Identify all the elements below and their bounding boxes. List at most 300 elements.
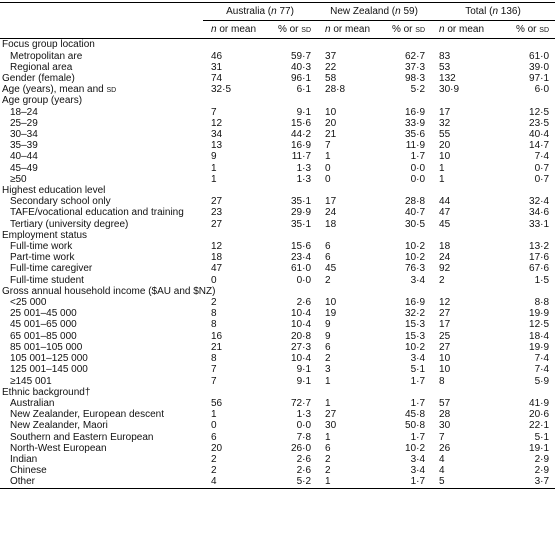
cell-n-or-mean: 25: [439, 330, 451, 342]
table-section-row: [0, 84, 555, 95]
cell-n-or-mean: 7: [211, 106, 217, 118]
cell-pct-or-sd: 7·8: [296, 431, 312, 443]
row-label: TAFE/vocational education and training: [10, 207, 184, 219]
table-row: [0, 140, 555, 151]
cell-pct-or-sd: 20·6: [529, 409, 550, 421]
cell-n-or-mean: 7: [325, 140, 331, 152]
cell-pct-or-sd: [485, 286, 555, 297]
cell-pct-or-sd: 5·9: [534, 375, 550, 387]
cell-pct-or-sd: 10·2: [405, 241, 426, 253]
cell-n-or-mean: 27: [439, 308, 451, 320]
cell-pct-or-sd: 16·9: [405, 106, 426, 118]
row-label: Full-time caregiver: [10, 263, 93, 275]
cell-pct-or-sd: 1·7: [410, 151, 426, 163]
cell-n-or-mean: 1: [325, 151, 331, 163]
group-n-value: 136: [500, 6, 518, 17]
cell-pct-or-sd: 22·1: [529, 420, 550, 432]
cell-pct-or-sd: 16·9: [405, 297, 426, 309]
cell-pct-or-sd: 26·0: [291, 442, 312, 454]
subheader-n-or-mean: n or mean: [203, 21, 257, 39]
cell-n-or-mean: 47: [211, 263, 223, 275]
cell-pct-or-sd: 40·3: [291, 61, 312, 73]
section-label: Gross annual household income ($AU and $NZ): [2, 285, 216, 297]
cell-n-or-mean: 10: [439, 353, 451, 365]
cell-pct-or-sd: 3·4: [410, 453, 426, 465]
cell-pct-or-sd: 10·2: [405, 252, 426, 264]
cell-pct-or-sd: 1·3: [296, 409, 312, 421]
subheader-n-or-mean: n or mean: [317, 21, 371, 39]
cell-pct-or-sd: 76·3: [405, 263, 426, 275]
cell-pct-or-sd: [371, 95, 431, 106]
cell-pct-or-sd: 1·7: [371, 476, 431, 488]
cell-n-or-mean: 2: [211, 453, 217, 465]
table-row: [0, 163, 555, 174]
cell-n-or-mean: [203, 387, 257, 398]
cell-pct-or-sd: 40·4: [529, 129, 550, 141]
subheader-pct-or-sd: % or sd: [257, 21, 317, 39]
cell-pct-or-sd: 15·3: [405, 319, 426, 331]
cell-n-or-mean: 8: [211, 319, 217, 331]
cell-n-or-mean: 28: [439, 409, 451, 421]
cell-pct-or-sd: 0·7: [534, 162, 550, 174]
cell-pct-or-sd: 3·4: [410, 465, 426, 477]
table-row: [0, 342, 555, 353]
table-row: [0, 118, 555, 129]
table-row: [0, 476, 555, 488]
cell-n-or-mean: 2: [211, 465, 217, 477]
table-row: [0, 62, 555, 73]
cell-n-or-mean: 21: [325, 129, 337, 141]
cell-n-or-mean: 6: [325, 442, 331, 454]
row-label: Regional area: [10, 61, 73, 73]
cell-pct-or-sd: 35·6: [405, 129, 426, 141]
row-label: 35–39: [10, 140, 38, 152]
cell-pct-or-sd: 1·3: [296, 162, 312, 174]
header-group-total: Total (n 136): [431, 3, 555, 21]
cell-n-or-mean: 12: [439, 297, 451, 309]
cell-n-or-mean: 30: [325, 420, 337, 432]
cell-pct-or-sd: 9·1: [296, 106, 312, 118]
table-section-row: [0, 39, 555, 51]
cell-pct-or-sd: 32·2: [405, 308, 426, 320]
cell-n-or-mean: 27: [211, 218, 223, 230]
table-section-row: [0, 185, 555, 196]
cell-pct-or-sd: [485, 387, 555, 398]
cell-n-or-mean: [317, 185, 371, 196]
row-label: New Zealander, European descent: [10, 409, 164, 421]
header-row-subcolumns: [0, 21, 555, 39]
cell-pct-or-sd: [257, 230, 317, 241]
header-group-new-zealand: New Zealand (n 59): [317, 3, 431, 21]
cell-pct-or-sd: 23·4: [291, 252, 312, 264]
row-label: Other: [0, 476, 203, 488]
cell-pct-or-sd: 3·4: [410, 274, 426, 286]
cell-pct-or-sd: 61·0: [529, 50, 550, 62]
cell-pct-or-sd: 9·1: [296, 364, 312, 376]
cell-pct-or-sd: 10·4: [291, 308, 312, 320]
cell-n-or-mean: 19: [325, 308, 337, 320]
cell-n-or-mean: 2: [325, 274, 331, 286]
cell-pct-or-sd: 39·0: [529, 61, 550, 73]
cell-n-or-mean: 45: [325, 263, 337, 275]
cell-n-or-mean: 18: [325, 218, 337, 230]
cell-n-or-mean: 1: [211, 173, 217, 185]
cell-pct-or-sd: 28·8: [405, 196, 426, 208]
cell-n-or-mean: 27: [211, 196, 223, 208]
cell-n-or-mean: [431, 387, 485, 398]
cell-n-or-mean: 32: [439, 117, 451, 129]
cell-n-or-mean: [431, 39, 485, 51]
cell-n-or-mean: 12: [211, 241, 223, 253]
cell-pct-or-sd: 9·1: [296, 375, 312, 387]
cell-pct-or-sd: 32·4: [529, 196, 550, 208]
cell-n-or-mean: 0: [325, 173, 331, 185]
table-row: [0, 454, 555, 465]
table-row: [0, 319, 555, 330]
table-row: [0, 308, 555, 319]
cell-n-or-mean: 8: [211, 353, 217, 365]
cell-n-or-mean: 7: [211, 364, 217, 376]
cell-n-or-mean: 56: [211, 397, 223, 409]
cell-pct-or-sd: 41·9: [529, 397, 550, 409]
cell-pct-or-sd: 0·0: [296, 420, 312, 432]
section-label: Gender (female): [2, 73, 75, 85]
cell-pct-or-sd: [257, 95, 317, 106]
row-label: 105 001–125 000: [10, 353, 88, 365]
cell-pct-or-sd: 35·1: [291, 218, 312, 230]
row-label: Part-time work: [10, 252, 75, 264]
row-label: New Zealander, Maori: [10, 420, 108, 432]
cell-n-or-mean: [317, 230, 371, 241]
row-label: Southern and Eastern European: [10, 431, 154, 443]
cell-pct-or-sd: 6·1: [296, 84, 312, 96]
cell-pct-or-sd: 19·9: [529, 341, 550, 353]
cell-pct-or-sd: 67·6: [529, 263, 550, 275]
cell-n-or-mean: 46: [211, 50, 223, 62]
cell-n-or-mean: 74: [211, 73, 223, 85]
row-label: <25 000: [10, 297, 47, 309]
row-label: 45–49: [10, 162, 38, 174]
demographics-table: [0, 2, 555, 489]
table-row: [0, 196, 555, 207]
header-row-groups: [0, 3, 555, 21]
cell-n-or-mean: 53: [439, 61, 451, 73]
table-row: [0, 219, 555, 230]
cell-n-or-mean: 92: [439, 263, 451, 275]
table-row: [0, 129, 555, 140]
cell-pct-or-sd: 5·2: [257, 476, 317, 488]
cell-n-or-mean: 24: [439, 252, 451, 264]
cell-n-or-mean: [431, 185, 485, 196]
cell-n-or-mean: 30·9: [439, 84, 460, 96]
cell-pct-or-sd: 2·9: [534, 465, 550, 477]
cell-n-or-mean: 10: [439, 364, 451, 376]
cell-n-or-mean: 7: [439, 431, 445, 443]
row-label: Secondary school only: [10, 196, 111, 208]
cell-pct-or-sd: 3·7: [485, 476, 555, 488]
cell-pct-or-sd: 0·7: [534, 173, 550, 185]
cell-pct-or-sd: 98·3: [405, 73, 426, 85]
section-label: Ethnic background†: [2, 386, 91, 398]
cell-n-or-mean: 55: [439, 129, 451, 141]
cell-n-or-mean: 13: [211, 140, 223, 152]
cell-pct-or-sd: [371, 230, 431, 241]
cell-n-or-mean: [203, 230, 257, 241]
row-label: 85 001–105 000: [10, 341, 83, 353]
cell-pct-or-sd: 7·4: [534, 353, 550, 365]
table-row: [0, 465, 555, 476]
cell-pct-or-sd: 7·4: [534, 364, 550, 376]
cell-n-or-mean: 21: [211, 341, 223, 353]
cell-pct-or-sd: 10·4: [291, 353, 312, 365]
cell-n-or-mean: 22: [325, 61, 337, 73]
subheader-pct-or-sd: % or sd: [371, 21, 431, 39]
cell-pct-or-sd: [371, 286, 431, 297]
cell-n-or-mean: 2: [325, 465, 331, 477]
cell-pct-or-sd: 20·8: [291, 330, 312, 342]
row-label: 125 001–145 000: [10, 364, 88, 376]
cell-pct-or-sd: 2·9: [534, 453, 550, 465]
row-label: Australian: [10, 397, 55, 409]
cell-n-or-mean: 4: [439, 465, 445, 477]
cell-n-or-mean: 57: [439, 397, 451, 409]
cell-n-or-mean: 34: [211, 129, 223, 141]
cell-pct-or-sd: 27·3: [291, 341, 312, 353]
cell-pct-or-sd: 12·5: [529, 106, 550, 118]
cell-pct-or-sd: 23·5: [529, 117, 550, 129]
cell-pct-or-sd: 11·9: [405, 140, 426, 152]
subheader-n-or-mean: n or mean: [431, 21, 485, 39]
cell-pct-or-sd: 0·0: [296, 274, 312, 286]
cell-n-or-mean: 1: [439, 162, 445, 174]
row-label: 18–24: [10, 106, 38, 118]
cell-n-or-mean: 1: [325, 431, 331, 443]
cell-pct-or-sd: 97·1: [529, 73, 550, 85]
table-row: [0, 51, 555, 62]
cell-n-or-mean: 9: [325, 330, 331, 342]
cell-n-or-mean: [431, 230, 485, 241]
cell-pct-or-sd: 13·2: [529, 241, 550, 253]
cell-pct-or-sd: 61·0: [291, 263, 312, 275]
cell-pct-or-sd: 33·1: [529, 218, 550, 230]
table-row: [0, 275, 555, 286]
cell-pct-or-sd: [485, 39, 555, 51]
section-label: Age (years), mean and sd: [2, 84, 117, 96]
section-label: Employment status: [2, 229, 88, 241]
group-n-value: 77: [279, 6, 291, 17]
cell-n-or-mean: 26: [439, 442, 451, 454]
row-label: Chinese: [10, 465, 47, 477]
cell-pct-or-sd: 1·7: [410, 375, 426, 387]
cell-n-or-mean: 8: [211, 308, 217, 320]
cell-pct-or-sd: 44·2: [291, 129, 312, 141]
row-label: North-West European: [10, 442, 107, 454]
cell-n-or-mean: 16: [211, 330, 223, 342]
cell-n-or-mean: 20: [325, 117, 337, 129]
cell-n-or-mean: 6: [211, 431, 217, 443]
table-section-row: [0, 73, 555, 84]
cell-pct-or-sd: 0·0: [410, 173, 426, 185]
cell-pct-or-sd: 33·9: [405, 117, 426, 129]
cell-n-or-mean: 27: [325, 409, 337, 421]
cell-n-or-mean: 1: [325, 375, 331, 387]
row-label: Metropolitan are: [10, 50, 83, 62]
cell-pct-or-sd: [257, 387, 317, 398]
cell-n-or-mean: 9: [211, 151, 217, 163]
cell-n-or-mean: 1: [211, 162, 217, 174]
cell-pct-or-sd: 10·2: [405, 341, 426, 353]
cell-pct-or-sd: 3·4: [410, 353, 426, 365]
cell-pct-or-sd: 17·6: [529, 252, 550, 264]
row-label: 45 001–65 000: [10, 319, 77, 331]
cell-pct-or-sd: [371, 39, 431, 51]
table-row: [0, 420, 555, 431]
cell-n-or-mean: [317, 39, 371, 51]
cell-n-or-mean: 44: [439, 196, 451, 208]
cell-pct-or-sd: 40·7: [405, 207, 426, 219]
cell-pct-or-sd: 16·9: [291, 140, 312, 152]
cell-pct-or-sd: 96·1: [291, 73, 312, 85]
cell-pct-or-sd: 8·8: [534, 297, 550, 309]
section-label: Age group (years): [2, 95, 83, 107]
cell-pct-or-sd: 2·6: [296, 297, 312, 309]
cell-pct-or-sd: 35·1: [291, 196, 312, 208]
cell-n-or-mean: 24: [325, 207, 337, 219]
cell-n-or-mean: 47: [439, 207, 451, 219]
cell-pct-or-sd: 6·0: [534, 84, 550, 96]
table-body: [0, 39, 555, 488]
group-n-label: n: [492, 6, 499, 17]
table-header: [0, 3, 555, 39]
cell-n-or-mean: [317, 95, 371, 106]
cell-pct-or-sd: 50·8: [405, 420, 426, 432]
section-label: Focus group location: [2, 39, 95, 51]
cell-pct-or-sd: 45·8: [405, 409, 426, 421]
cell-n-or-mean: 9: [325, 319, 331, 331]
cell-n-or-mean: 2: [211, 297, 217, 309]
table-row: [0, 443, 555, 454]
table-row: [0, 353, 555, 364]
table-row: [0, 409, 555, 420]
cell-pct-or-sd: [485, 95, 555, 106]
cell-pct-or-sd: [485, 230, 555, 241]
cell-n-or-mean: 1: [317, 476, 371, 488]
header-empty-cell: [0, 3, 203, 21]
cell-pct-or-sd: 14·7: [529, 140, 550, 152]
cell-pct-or-sd: 72·7: [291, 397, 312, 409]
cell-n-or-mean: 17: [325, 196, 337, 208]
row-label: 25–29: [10, 117, 38, 129]
cell-n-or-mean: 10: [325, 297, 337, 309]
cell-pct-or-sd: 1·7: [410, 397, 426, 409]
cell-pct-or-sd: [257, 185, 317, 196]
cell-pct-or-sd: 2·6: [296, 453, 312, 465]
cell-n-or-mean: 18: [211, 252, 223, 264]
cell-n-or-mean: 0: [325, 162, 331, 174]
cell-pct-or-sd: [371, 185, 431, 196]
cell-n-or-mean: 20: [211, 442, 223, 454]
cell-pct-or-sd: 11·7: [291, 151, 312, 163]
cell-n-or-mean: 32·5: [211, 84, 232, 96]
cell-n-or-mean: [317, 286, 371, 297]
section-label: Highest education level: [2, 185, 106, 197]
group-country: Total: [465, 6, 487, 17]
cell-pct-or-sd: 1·3: [296, 173, 312, 185]
cell-pct-or-sd: 18·4: [529, 330, 550, 342]
table-section-row: [0, 387, 555, 398]
table-row: [0, 297, 555, 308]
table-row: [0, 207, 555, 218]
cell-n-or-mean: 2: [325, 353, 331, 365]
cell-n-or-mean: [431, 95, 485, 106]
cell-n-or-mean: 6: [325, 341, 331, 353]
cell-n-or-mean: 27: [439, 341, 451, 353]
cell-pct-or-sd: [371, 387, 431, 398]
cell-pct-or-sd: 34·6: [529, 207, 550, 219]
cell-n-or-mean: 4: [439, 453, 445, 465]
cell-n-or-mean: 17: [439, 106, 451, 118]
table-row: [0, 398, 555, 409]
row-label: 30–34: [10, 129, 38, 141]
group-n-label: n: [395, 6, 401, 17]
row-label: Full-time work: [10, 241, 73, 253]
cell-pct-or-sd: 12·5: [529, 319, 550, 331]
cell-n-or-mean: 58: [325, 73, 337, 85]
row-label: Full-time student: [10, 274, 84, 286]
cell-pct-or-sd: 15·6: [291, 241, 312, 253]
cell-n-or-mean: 30: [439, 420, 451, 432]
cell-n-or-mean: 10: [439, 151, 451, 163]
header-group-australia: Australia (n 77): [203, 3, 317, 21]
cell-n-or-mean: 18: [439, 241, 451, 253]
row-label: 40–44: [10, 151, 38, 163]
cell-n-or-mean: 6: [325, 252, 331, 264]
row-label: ≥145 001: [10, 375, 52, 387]
cell-pct-or-sd: 29·9: [291, 207, 312, 219]
group-country: Australia: [226, 6, 265, 17]
cell-n-or-mean: 3: [325, 364, 331, 376]
cell-n-or-mean: [203, 39, 257, 51]
cell-pct-or-sd: [257, 39, 317, 51]
cell-n-or-mean: 1: [325, 397, 331, 409]
cell-n-or-mean: 83: [439, 50, 451, 62]
group-n-label: n: [271, 6, 277, 17]
cell-n-or-mean: 5: [431, 476, 485, 488]
table-row: [0, 151, 555, 162]
row-label: 65 001–85 000: [10, 330, 77, 342]
table-row: [0, 241, 555, 252]
group-country: New Zealand: [330, 6, 390, 17]
cell-pct-or-sd: 1·5: [534, 274, 550, 286]
cell-n-or-mean: 1: [439, 173, 445, 185]
cell-n-or-mean: 0: [211, 274, 217, 286]
cell-pct-or-sd: 19·9: [529, 308, 550, 320]
cell-n-or-mean: 132: [439, 73, 456, 85]
cell-n-or-mean: 45: [439, 218, 451, 230]
cell-pct-or-sd: 10·2: [405, 442, 426, 454]
cell-pct-or-sd: 5·1: [410, 364, 426, 376]
cell-n-or-mean: 20: [439, 140, 451, 152]
cell-n-or-mean: 17: [439, 319, 451, 331]
header-empty-cell: [0, 21, 203, 39]
cell-n-or-mean: 10: [325, 106, 337, 118]
cell-pct-or-sd: 1·7: [410, 431, 426, 443]
cell-n-or-mean: 2: [325, 453, 331, 465]
cell-n-or-mean: 0: [211, 420, 217, 432]
row-label: 25 001–45 000: [10, 308, 77, 320]
cell-pct-or-sd: 5·2: [410, 84, 426, 96]
table-row: [0, 174, 555, 185]
